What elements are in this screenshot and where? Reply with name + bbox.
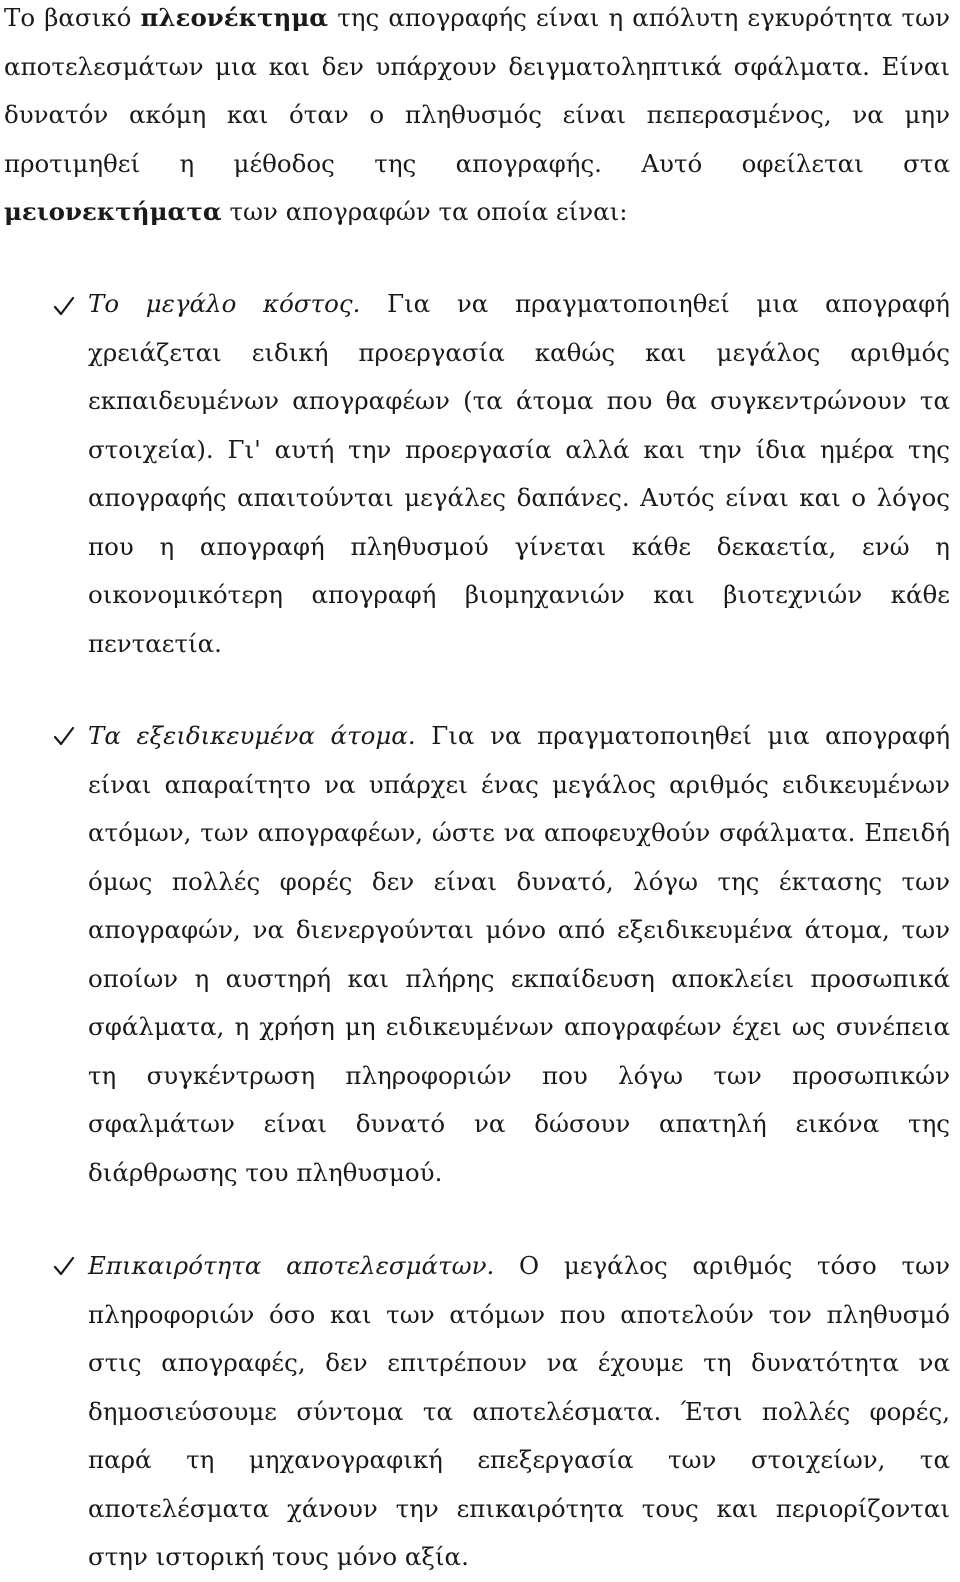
checkmark-icon bbox=[52, 1254, 76, 1278]
advantage-term: πλεονέκτημα bbox=[140, 3, 329, 32]
item-text: Ο μεγάλος αριθμός τόσο των πληροφοριών όσο και των ατόμων που αποτελούν τον πληθυσμό στις απογραφές, δεν επιτρέπουν να έχουμε τη δυνατότητα να δημοσιεύσουμε σύντομα τα αποτελέσματα. Έτσι πολλές φορές, παρά τη μηχανογραφική επεξεργασία των στοιχείων, τα αποτελέσματα χάνουν την επικαιρότητα τους και περιορίζονται στην ιστορική τους μόνο αξία. bbox=[88, 1251, 950, 1571]
item-title: Επικαιρότητα αποτελεσμάτων. bbox=[88, 1251, 495, 1280]
item-text: Για να πραγματοποιηθεί μια απογραφή είναι απαραίτητο να υπάρχει ένας μεγάλος αριθμός ειδικευμένων ατόμων, των απογραφέων, ώστε να αποφευχθούν σφάλματα. Επειδή όμως πολλές φορές δεν είναι δυνατό, λόγω της έκτασης των απογραφών, να διενεργούνται μόνο από εξειδικευμένα άτομα, των οποίων η αυστηρή και πλήρης εκπαίδευση αποκλείει προσωπικά σφάλματα, η χρήση μη ειδικευμένων απογραφέων έχει ως συνέπεια τη συγκέντρωση πληροφοριών που λόγω των προσωπικών σφαλμάτων είναι δυνατό να δώσουν απατηλή εικόνα της διάρθρωσης του πληθυσμού. bbox=[88, 721, 951, 1187]
list-item bbox=[88, 1242, 950, 1582]
list-item bbox=[88, 712, 950, 1197]
intro-text-2: της απογραφής είναι η απόλυτη εγκυρότητα των αποτελεσμάτων μια και δεν υπάρχουν δειγματοληπτικά σφάλματα. Είναι δυνατόν ακόμη και όταν ο πληθυσμός είναι πεπερασμένος, να μην προτιμηθεί η μέθοδος της απογραφής. Αυτό οφείλεται στα bbox=[4, 3, 950, 178]
intro-text-3: των απογραφών τα οποία είναι: bbox=[221, 197, 628, 226]
intro-text-1: Το βασικό bbox=[4, 3, 141, 32]
intro-paragraph bbox=[4, 0, 950, 237]
checkmark-icon bbox=[52, 724, 76, 748]
disadvantages-term: μειονεκτήματα bbox=[4, 197, 222, 226]
checkmark-icon bbox=[52, 294, 76, 318]
item-title: Το μεγάλο κόστος. bbox=[88, 289, 361, 318]
list-item bbox=[88, 280, 950, 668]
item-title: Τα εξειδικευμένα άτομα. bbox=[88, 721, 416, 750]
item-text: Για να πραγματοποιηθεί μια απογραφή χρειάζεται ειδική προεργασία καθώς και μεγάλος αριθμός εκπαιδευμένων απογραφέων (τα άτομα που θα συγκεντρώνουν τα στοιχεία). Γι' αυτή την προεργασία αλλά και την ίδια ημέρα της απογραφής απαιτούνται μεγάλες δαπάνες. Αυτός είναι και ο λόγος που η απογραφή πληθυσμού γίνεται κάθε δεκαετία, ενώ η οικονομικότερη απογραφή βιομηχανιών και βιοτεχνιών κάθε πενταετία. bbox=[88, 289, 950, 658]
